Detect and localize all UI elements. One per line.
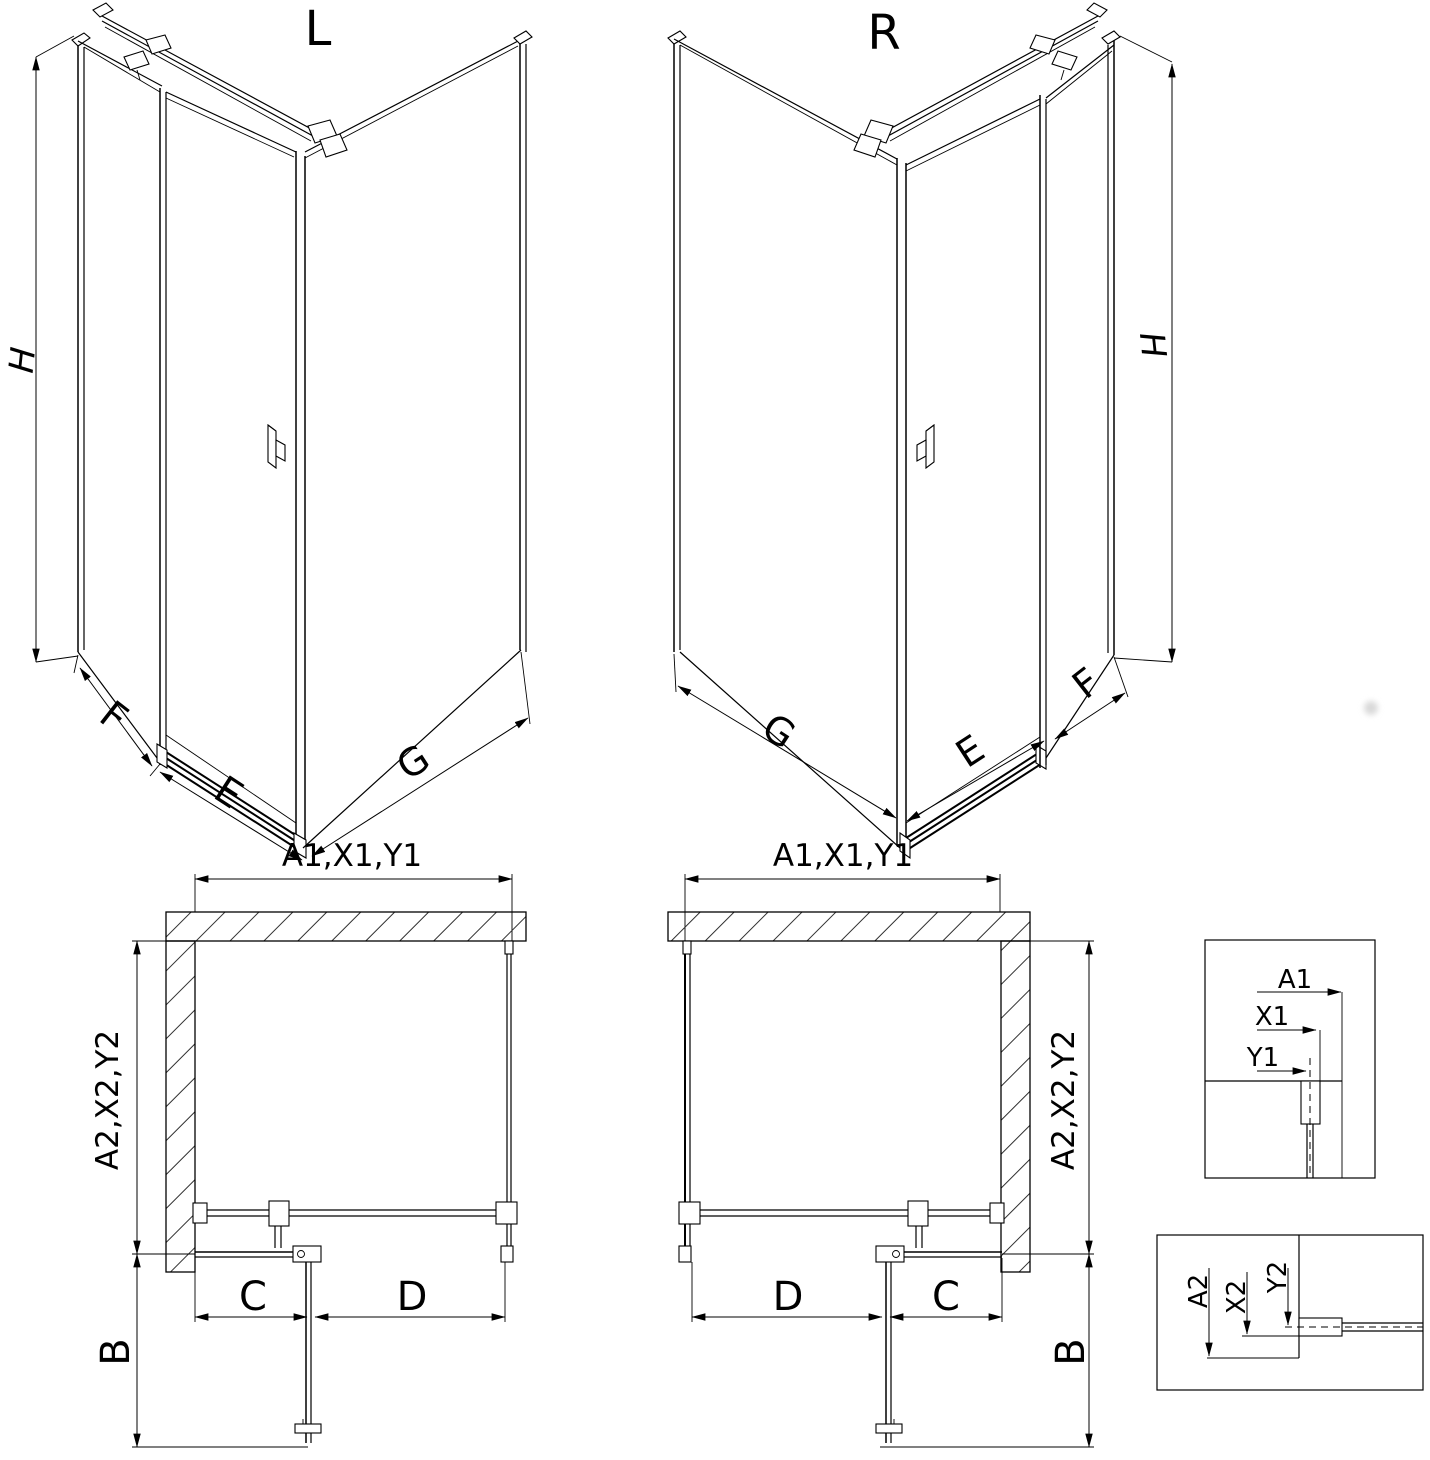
plan-l-depth-label: A2,X2,Y2 — [89, 1029, 126, 1171]
plan-l-front-glass — [132, 1246, 321, 1262]
plan-r-wall-right — [1001, 941, 1030, 1272]
plan-r-open-door — [876, 1262, 902, 1443]
detail-box-bottom-wall — [1157, 1235, 1423, 1390]
dim-label-h-right: H — [1130, 330, 1174, 360]
iso-view-left — [2, 1, 532, 860]
detail-label-a1: A1 — [1277, 965, 1313, 996]
iso-r-side-panel-f — [1040, 31, 1120, 768]
plan-l-width-label: A1,X1,Y1 — [281, 837, 423, 874]
plan-l-open-door — [295, 1262, 321, 1443]
dim-label-f-right: F — [1064, 659, 1109, 708]
view-label-right: R — [867, 4, 901, 61]
iso-r-dim-height — [1114, 36, 1173, 662]
dim-label-g-left: G — [388, 735, 438, 789]
detail-label-y2: Y2 — [1263, 1260, 1294, 1294]
plan-r-support-bar — [679, 1201, 1004, 1248]
plan-l-label-d: D — [396, 1274, 428, 1320]
plan-view-left — [90, 838, 526, 1447]
plan-l-wall-top — [166, 912, 526, 941]
plan-l-support-bar — [193, 1201, 517, 1248]
plan-r-label-c: C — [932, 1274, 960, 1320]
dim-label-g-right: G — [754, 704, 804, 758]
detail-label-x1: X1 — [1254, 1002, 1290, 1033]
plan-r-wall-top — [668, 912, 1030, 941]
plan-l-label-b: B — [93, 1338, 139, 1366]
detail-label-a2: A2 — [1184, 1273, 1215, 1309]
plan-r-depth-label: A2,X2,Y2 — [1045, 1029, 1082, 1171]
dim-label-h-left: H — [1, 345, 45, 375]
view-label-left: L — [304, 0, 332, 57]
plan-view-right — [668, 838, 1094, 1447]
detail-label-x2: X2 — [1222, 1279, 1253, 1315]
iso-l-dim-bottom — [74, 652, 530, 860]
detail-box-top-wall — [1205, 940, 1375, 1178]
plan-l-label-c: C — [239, 1274, 267, 1320]
plan-r-dims — [692, 941, 1094, 1447]
plan-r-label-b: B — [1048, 1338, 1094, 1366]
plan-r-width-label: A1,X1,Y1 — [772, 837, 914, 874]
plan-r-front-glass — [876, 1246, 1094, 1262]
iso-l-door-panel — [157, 92, 306, 858]
iso-l-side-panel-f — [72, 33, 166, 765]
iso-l-door-handle-icon — [268, 425, 285, 468]
iso-view-right — [668, 3, 1173, 858]
plan-l-dims — [90, 941, 505, 1447]
iso-l-dim-height — [2, 36, 78, 662]
watermark-dot — [1364, 701, 1378, 715]
iso-r-door-handle-icon — [917, 425, 934, 468]
detail-label-y1: Y1 — [1246, 1043, 1280, 1074]
plan-l-wall-left — [166, 941, 195, 1272]
plan-r-label-d: D — [772, 1274, 804, 1320]
dim-label-e-left: E — [206, 767, 251, 818]
dim-label-f-left: F — [91, 692, 136, 741]
dim-label-e-right: E — [948, 726, 993, 777]
